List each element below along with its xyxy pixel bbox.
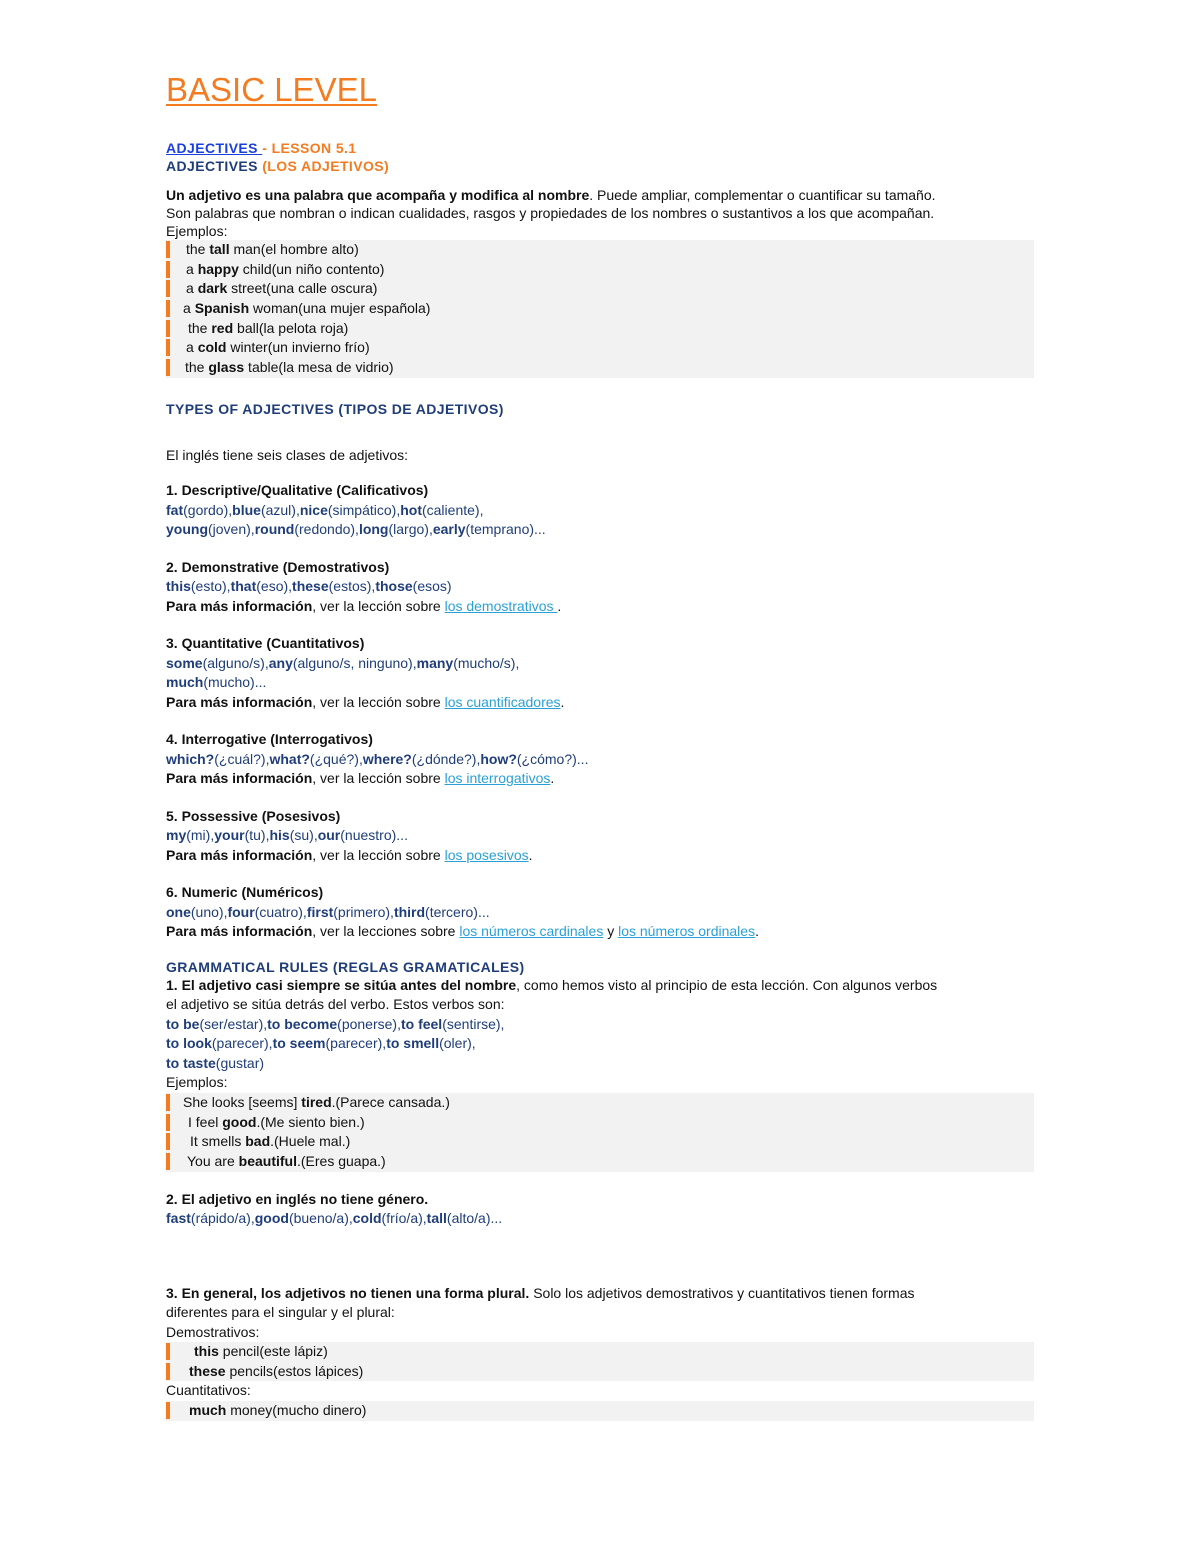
example-row: I feel good.(Me siento bien.) — [166, 1113, 1034, 1133]
document-page: BASIC LEVEL ADJECTIVES - LESSON 5.1 ADJECTIVES (LOS ADJETIVOS) Un adjetivo es una palabra que acompaña y modifica al nombre. Puede ampliar, complementar o cuantificar su tamaño. Son palabras que nombran o indican cualidades, rasgos y propiedades de los nombres o sustantivos a los que acompañan. Ejemplos: the tall man(el hombre alto) a happy child(un niño contento) a dark street(una calle oscura) a Spanish woman(una mujer española) the red ball(la pelota roja) a cold winter(un invierno frío) the glass table(la mesa de vidrio) TYPES OF ADJECTIVES (TIPOS DE ADJETIVOS) El inglés tiene seis clases de adjetivos: 1. Descriptive/Qualitative (Calificativos) fat(gordo),blue(azul),nice(simpático),hot(caliente), young(joven),round(redondo),long(largo),early(temprano)... 2. Demonstrative (Demostrativos) this(esto),that(eso),these(estos),those(esos) Para más información, ver la lección sobre los demostrativos . 3. Quantitative (Cuantitativos) some(alguno/s),any(alguno/s, ninguno),many(mucho/s), much(mucho)... Para más información, ver la lección sobre los cuantificadores. 4. Interrogative (Interrogativos) which?(¿cuál?),what?(¿qué?),where?(¿dónde?),how?(¿cómo?)... Para más información, ver la lección sobre los interrogativos. 5. Possessive (Posesivos) my(mi),your(tu),his(su),our(nuestro)... Para más información, ver la lección sobre los posesivos. 6. Numeric (Numéricos) one(uno),four(cuatro),first(primero),third(tercero)... Para más información, ver la lecciones sobre los números cardinales y los números ordinales. GRAMMATICAL RULES (REGLAS GRAMATICALES) 1. El adjetivo casi siempre se sitúa antes del nombre, como hemos visto al principio de esta lección. Con algunos verbos el adjetivo se sitúa detrás del verbo. Estos verbos son: to be(ser/estar),to become(ponerse),to feel(sentirse), to look(parecer),to seem(parecer),to smell(oler), to taste(gustar) Ejemplos: She looks [seems] tired.(Parece cansada.) I feel good.(Me siento bien.) It smells bad.(Huele mal.) You are beautiful.(Eres guapa.) 2. El adjetivo en inglés no tiene género. fast(rápido/a),good(bueno/a),cold(frío/a),tall(alto/a)... 3. En general, los adjetivos no tienen una forma plural. Solo los adjetivos demostrativos y cuantitativos tienen formas diferentes para el singular y el plural: Demostrativos: this pencil(este lápiz) these pencils(estos lápices) Cuantitativos: much money(mucho dinero) — [166, 70, 1034, 1421]
section-subtitle: ADJECTIVES (LOS ADJETIVOS) — [166, 158, 390, 174]
example-row: a Spanish woman(una mujer española) — [166, 299, 1034, 319]
type-2-heading: 2. Demonstrative (Demostrativos) — [166, 558, 390, 575]
cardinales-link[interactable]: los números cardinales — [459, 923, 604, 940]
example-row: the red ball(la pelota roja) — [166, 319, 1034, 339]
type-3-more-info: Para más información, ver la lección sobre los cuantificadores. — [166, 693, 565, 710]
example-row: a cold winter(un invierno frío) — [166, 338, 1034, 358]
rule-3-text: 3. En general, los adjetivos no tienen una forma plural. Solo los adjetivos demostrativos y cuantitativos tienen formas — [166, 1284, 915, 1301]
example-row: It smells bad.(Huele mal.) — [166, 1132, 1034, 1152]
type-4-heading: 4. Interrogative (Interrogativos) — [166, 731, 373, 748]
example-row: a happy child(un niño contento) — [166, 260, 1034, 280]
interrogativos-link[interactable]: los interrogativos — [444, 770, 551, 787]
rule-1-verbs-3: to taste(gustar) — [166, 1054, 265, 1071]
type-1-words-2: young(joven),round(redondo),long(largo),early(temprano)... — [166, 521, 546, 538]
rules-title: GRAMMATICAL RULES (REGLAS GRAMATICALES) — [166, 958, 525, 975]
type-6-more-info: Para más información, ver la lecciones sobre los números cardinales y los números ordinales. — [166, 923, 759, 940]
rule-1-verbs: to be(ser/estar),to become(ponerse),to feel(sentirse), — [166, 1015, 505, 1032]
example-row: the tall man(el hombre alto) — [166, 240, 1034, 260]
cuantitativos-label: Cuantitativos: — [166, 1382, 251, 1399]
cuantificadores-link[interactable]: los cuantificadores — [444, 693, 561, 710]
example-row: these pencils(estos lápices) — [166, 1362, 1034, 1382]
type-6-words: one(uno),four(cuatro),first(primero),third(tercero)... — [166, 903, 490, 920]
types-intro: El inglés tiene seis clases de adjetivos: — [166, 446, 409, 463]
type-5-words: my(mi),your(tu),his(su),our(nuestro)... — [166, 827, 408, 844]
example-row: this pencil(este lápiz) — [166, 1342, 1034, 1362]
type-1-words: fat(gordo),blue(azul),nice(simpático),hot(caliente), — [166, 501, 484, 518]
type-4-more-info: Para más información, ver la lección sobre los interrogativos. — [166, 770, 555, 787]
examples-box-2 — [166, 1093, 1034, 1172]
rule-1-text: 1. El adjetivo casi siempre se sitúa antes del nombre, como hemos visto al principio de esta lección. Con algunos verbos — [166, 976, 938, 993]
example-row: You are beautiful.(Eres guapa.) — [166, 1152, 1034, 1172]
intro-paragraph: Un adjetivo es una palabra que acompaña y modifica al nombre. Puede ampliar, complementar o cuantificar su tamaño. Son palabras que nombran o indican cualidades, rasgos y propiedades de los nombres o sustantivos a los que acompañan. Ejemplos: — [166, 187, 936, 239]
rule-2-heading: 2. El adjetivo en inglés no tiene género. — [166, 1190, 429, 1207]
page-title: BASIC LEVEL — [166, 71, 377, 108]
demostrativos-label: Demostrativos: — [166, 1323, 260, 1340]
type-3-heading: 3. Quantitative (Cuantitativos) — [166, 635, 365, 652]
type-2-words: this(esto),that(eso),these(estos),those(esos) — [166, 578, 452, 595]
types-title: TYPES OF ADJECTIVES (TIPOS DE ADJETIVOS) — [166, 400, 504, 417]
lesson-number: LESSON 5.1 — [271, 140, 357, 156]
type-5-more-info: Para más información, ver la lección sobre los posesivos. — [166, 846, 533, 863]
example-row: the glass table(la mesa de vidrio) — [166, 358, 1034, 378]
rule-2-words: fast(rápido/a),good(bueno/a),cold(frío/a),tall(alto/a)... — [166, 1210, 503, 1227]
type-4-words: which?(¿cuál?),what?(¿qué?),where?(¿dónde?),how?(¿cómo?)... — [166, 750, 589, 767]
rule-1-verbs-2: to look(parecer),to seem(parecer),to smell(oler), — [166, 1035, 476, 1052]
examples-box-4 — [166, 1401, 1034, 1421]
example-row: much money(mucho dinero) — [166, 1401, 1034, 1421]
type-5-heading: 5. Possessive (Posesivos) — [166, 807, 341, 824]
type-3-words: some(alguno/s),any(alguno/s, ninguno),many(mucho/s), — [166, 654, 520, 671]
posesivos-link[interactable]: los posesivos — [444, 846, 529, 863]
lesson-header: ADJECTIVES - LESSON 5.1 — [166, 140, 357, 156]
type-3-words-2: much(mucho)... — [166, 674, 267, 691]
type-6-heading: 6. Numeric (Numéricos) — [166, 884, 324, 901]
adjectives-link[interactable]: ADJECTIVES — [166, 140, 263, 156]
type-2-more-info: Para más información, ver la lección sobre los demostrativos . — [166, 597, 562, 614]
demostrativos-link[interactable]: los demostrativos — [444, 597, 558, 614]
ordinales-link[interactable]: los números ordinales — [618, 923, 756, 940]
type-1-heading: 1. Descriptive/Qualitative (Calificativos) — [166, 482, 429, 499]
examples-box-1 — [166, 240, 1034, 378]
example-row: She looks [seems] tired.(Parece cansada.) — [166, 1093, 1034, 1113]
example-row: a dark street(una calle oscura) — [166, 279, 1034, 299]
examples-box-3 — [166, 1342, 1034, 1381]
